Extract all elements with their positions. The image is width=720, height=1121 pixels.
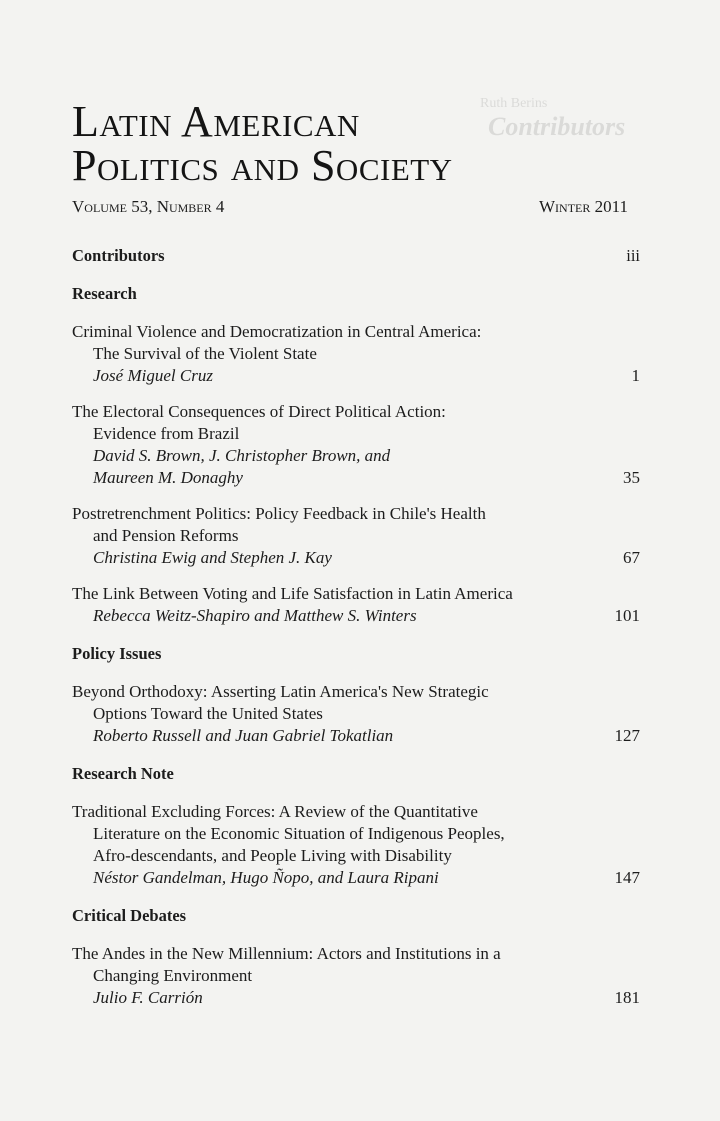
entry-authors: Rebecca Weitz-Shapiro and Matthew S. Winters — [93, 606, 417, 625]
toc-entry[interactable] — [72, 943, 640, 1009]
entry-title-cont: and Pension Reforms — [93, 526, 239, 545]
entry-title: The Andes in the New Millennium: Actors and Institutions in a — [72, 944, 501, 963]
entry-title: Postretrenchment Politics: Policy Feedback in Chile's Health — [72, 504, 486, 523]
entry-title-cont: Changing Environment — [93, 966, 253, 985]
section-policy-issues — [72, 643, 640, 747]
toc-entry[interactable] — [72, 801, 640, 889]
entry-authors: Néstor Gandelman, Hugo Ñopo, and Laura Ripani — [93, 868, 439, 887]
entry-authors: Julio F. Carrión — [93, 988, 203, 1007]
entry-title: Traditional Excluding Forces: A Review of the Quantitative — [72, 802, 478, 821]
page-number: 101 — [614, 606, 640, 625]
section-contributors — [72, 245, 640, 269]
bleed-line-2: Contributors — [488, 112, 626, 141]
entry-title-cont: The Survival of the Violent State — [93, 344, 317, 363]
volume-number: Volume 53, Number 4 — [72, 197, 225, 216]
entry-authors: José Miguel Cruz — [93, 366, 213, 385]
section-heading: Research Note — [72, 764, 174, 783]
entry-authors-cont: Maureen M. Donaghy — [93, 468, 243, 487]
page-number: 67 — [623, 548, 640, 567]
page-number: 147 — [614, 868, 640, 887]
journal-title-line-1: Latin American — [72, 97, 360, 146]
toc-entry[interactable] — [72, 583, 640, 627]
page-number: 127 — [614, 726, 640, 745]
entry-title-cont: Literature on the Economic Situation of Indigenous Peoples, — [93, 824, 505, 843]
entry-title: The Link Between Voting and Life Satisfaction in Latin America — [72, 584, 513, 603]
toc-entry[interactable] — [72, 401, 640, 489]
section-heading: Critical Debates — [72, 906, 187, 925]
toc-entry[interactable] — [72, 321, 640, 387]
bleed-line-1: Ruth Berins — [480, 96, 548, 111]
toc-entry[interactable] — [72, 681, 640, 747]
page-number: 181 — [614, 988, 640, 1007]
entry-title: Beyond Orthodoxy: Asserting Latin America's New Strategic — [72, 682, 489, 701]
section-critical-debates — [72, 905, 640, 1009]
section-heading: Policy Issues — [72, 644, 162, 663]
entry-title-cont: Afro-descendants, and People Living with Disability — [93, 846, 452, 865]
table-of-contents — [72, 245, 640, 1009]
page-number: 1 — [631, 366, 640, 385]
entry-title: Criminal Violence and Democratization in Central America: — [72, 322, 482, 341]
entry-title: The Electoral Consequences of Direct Political Action: — [72, 402, 446, 421]
bleed-through-text — [480, 96, 680, 142]
page-number: 35 — [623, 468, 640, 487]
entry-title-cont: Evidence from Brazil — [93, 424, 240, 443]
issue-season: Winter 2011 — [539, 197, 628, 216]
journal-title-line-2: Politics and Society — [72, 141, 453, 190]
section-research-note — [72, 763, 640, 889]
entry-authors: Roberto Russell and Juan Gabriel Tokatlian — [93, 726, 394, 745]
toc-entry[interactable] — [72, 503, 640, 569]
entry-authors: Christina Ewig and Stephen J. Kay — [93, 548, 332, 567]
section-heading: Contributors — [72, 246, 165, 265]
section-heading: Research — [72, 284, 137, 303]
entry-title-cont: Options Toward the United States — [93, 704, 323, 723]
section-research — [72, 283, 640, 627]
issue-info — [72, 197, 628, 217]
page-number: iii — [626, 246, 640, 265]
journal-title — [72, 97, 453, 190]
entry-authors: David S. Brown, J. Christopher Brown, and — [93, 446, 391, 465]
